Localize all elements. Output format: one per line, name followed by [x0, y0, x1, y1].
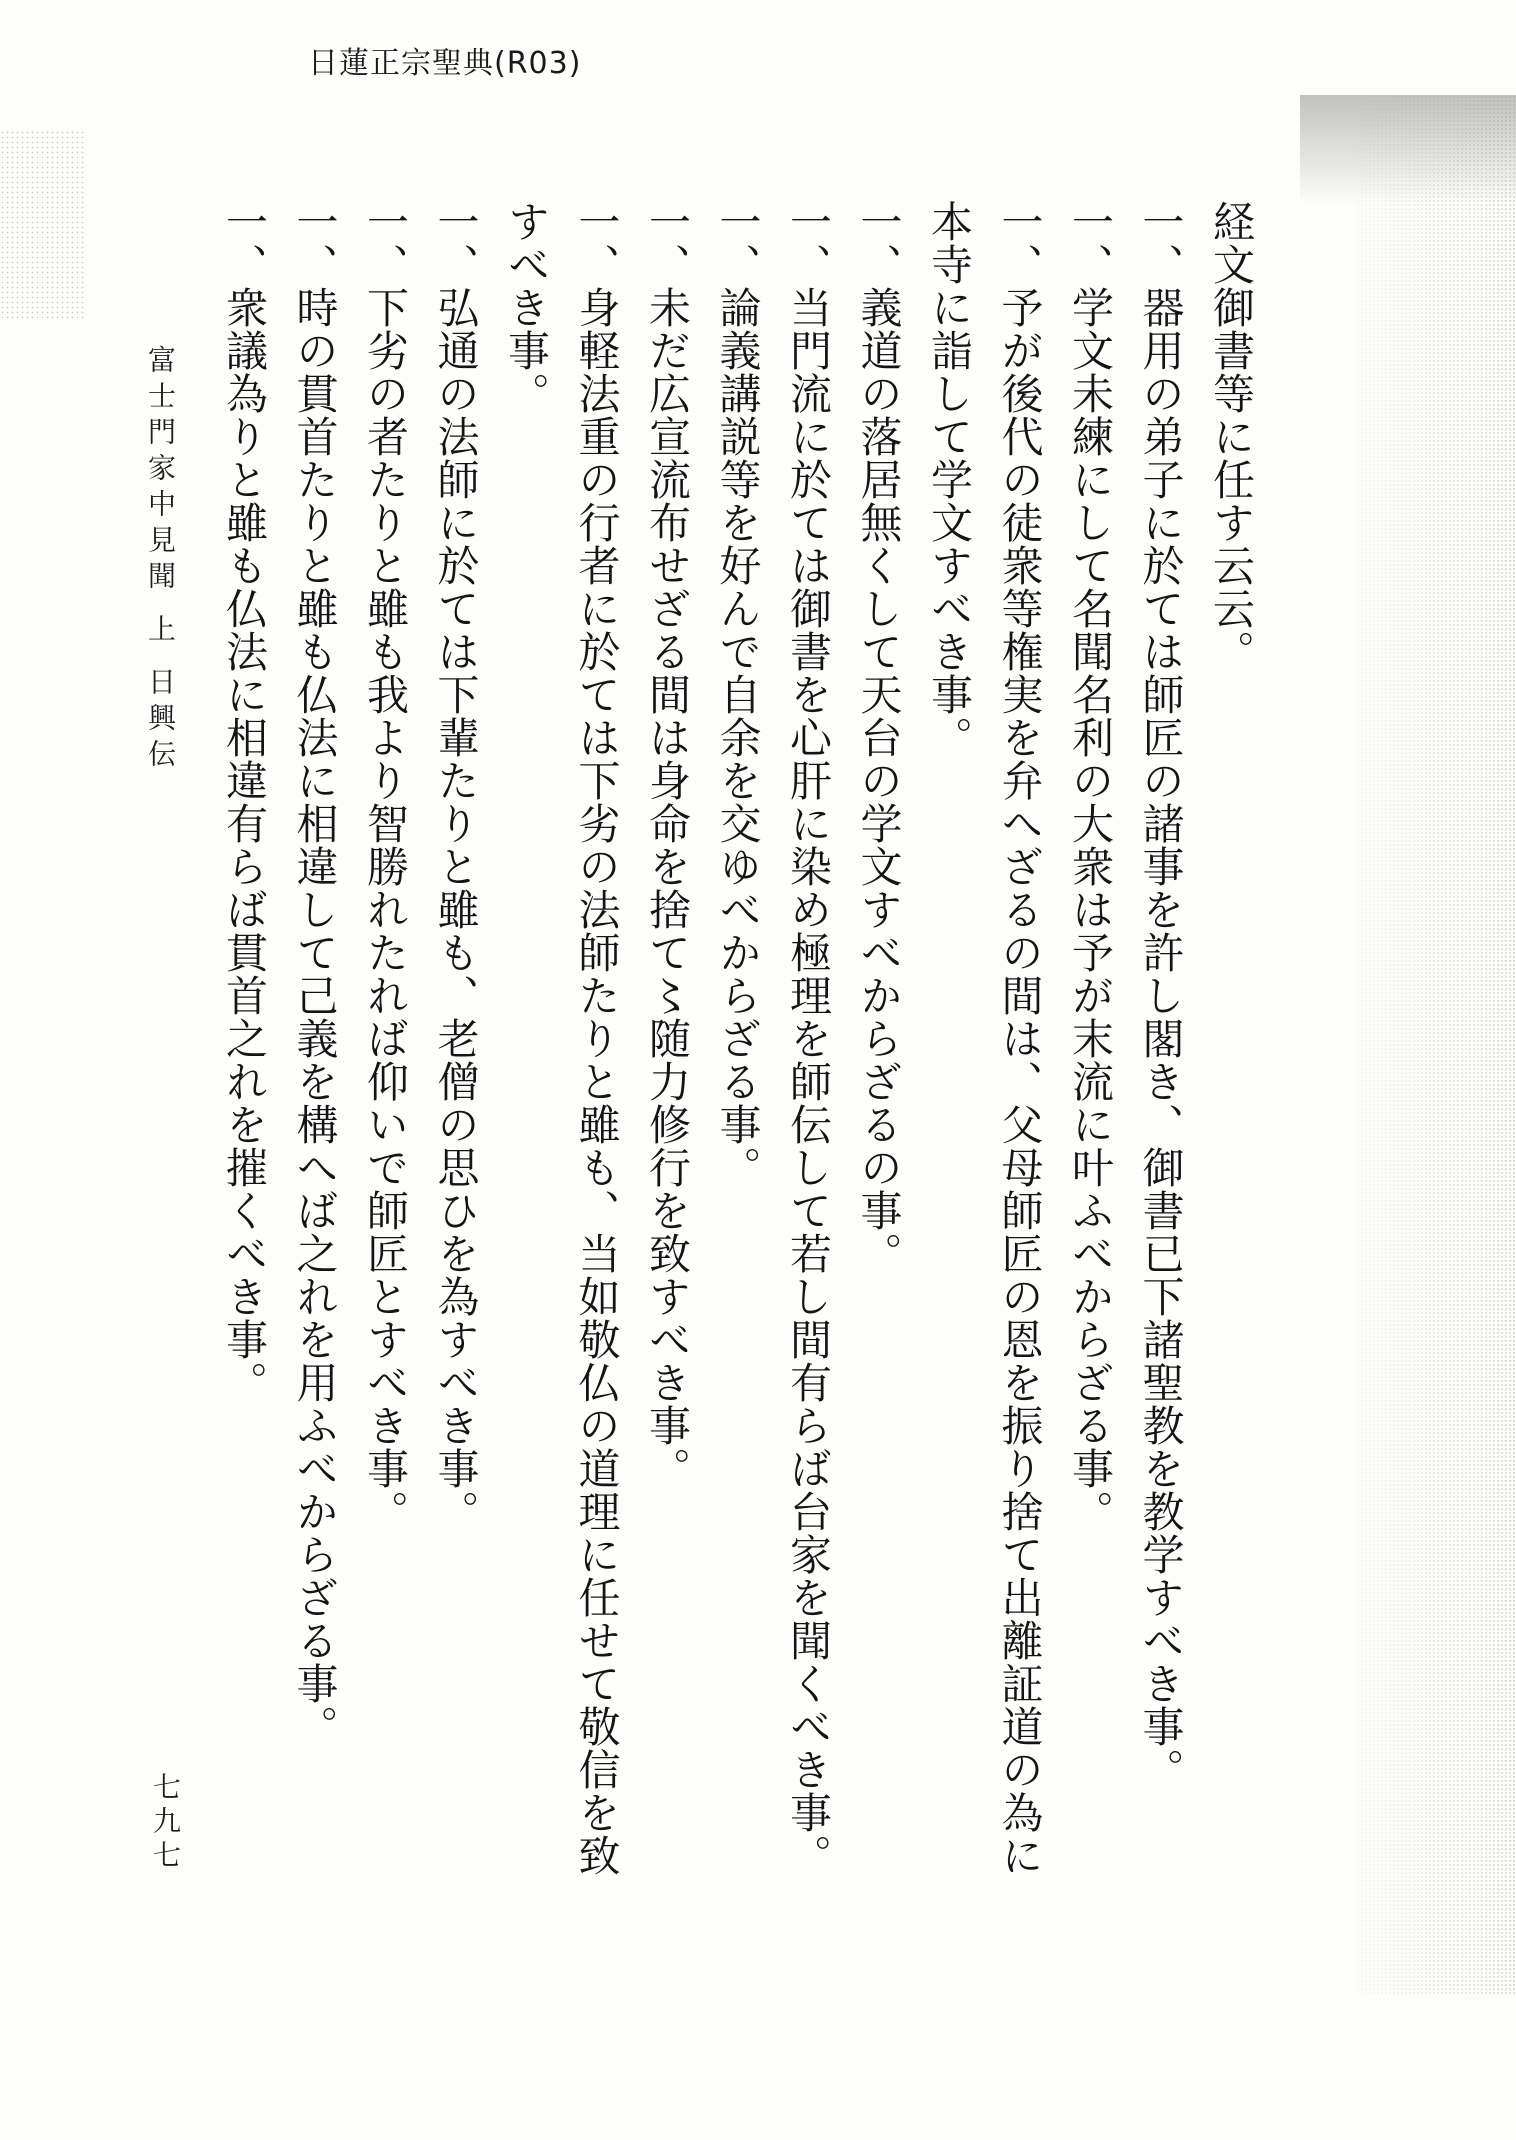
text-line-article: 一、時の貫首たりと雖も仏法に相違して己義を構へば之れを用ふべからざる事。 — [290, 200, 340, 1748]
text-line-continuation: すべき事。 — [502, 200, 551, 415]
text-line-article: 一、身軽法重の行者に於ては下劣の法師たりと雖も、当如敬仏の道理に任せて敬信を致 — [572, 200, 622, 1877]
vertical-body-text — [200, 200, 1320, 2000]
text-line-article: 一、論義講説等を好んで自余を交ゆべからざる事。 — [713, 200, 763, 1189]
text-line-article: 一、予が後代の徒衆等権実を弁へざるの間は、父母師匠の恩を振り捨て出離証道の為に — [995, 200, 1045, 1877]
text-line-article: 一、下劣の者たりと雖も我より智勝れたれば仰いで師匠とすべき事。 — [361, 200, 410, 1533]
scan-noise-left — [0, 130, 85, 320]
page-header: 日蓮正宗聖典(R03) — [308, 46, 582, 81]
text-line-article: 一、学文未練にして名聞名利の大衆は予が末流に叶ふべからざる事。 — [1066, 200, 1115, 1533]
text-line-article: 一、器用の弟子に於ては師匠の諸事を許し閣き、御書已下諸聖教を教学すべき事。 — [1136, 200, 1186, 1791]
text-line-intro: 経文御書等に任す云云。 — [1207, 200, 1256, 673]
running-footer-source: 富士門家中見聞 上 日興伝 — [144, 345, 177, 775]
text-line-article: 一、当門流に於ては御書を心肝に染め極理を師伝して若し間有らば台家を聞くべき事。 — [784, 200, 833, 1877]
text-line-article: 一、義道の落居無くして天台の学文すべからざるの事。 — [854, 200, 904, 1275]
text-line-article: 一、未だ広宣流布せざる間は身命を捨て〻随力修行を致すべき事。 — [643, 200, 692, 1490]
text-line-article: 一、衆議為りと雖も仏法に相違有らば貫首之れを摧くべき事。 — [220, 200, 269, 1404]
page-number: 七九七 — [149, 1772, 182, 1874]
text-line-article: 一、弘通の法師に於ては下輩たりと雖も、老僧の思ひを為すべき事。 — [431, 200, 481, 1533]
scan-noise-right — [1356, 95, 1516, 1995]
text-line-continuation: 本寺に詣して学文すべき事。 — [925, 200, 974, 759]
